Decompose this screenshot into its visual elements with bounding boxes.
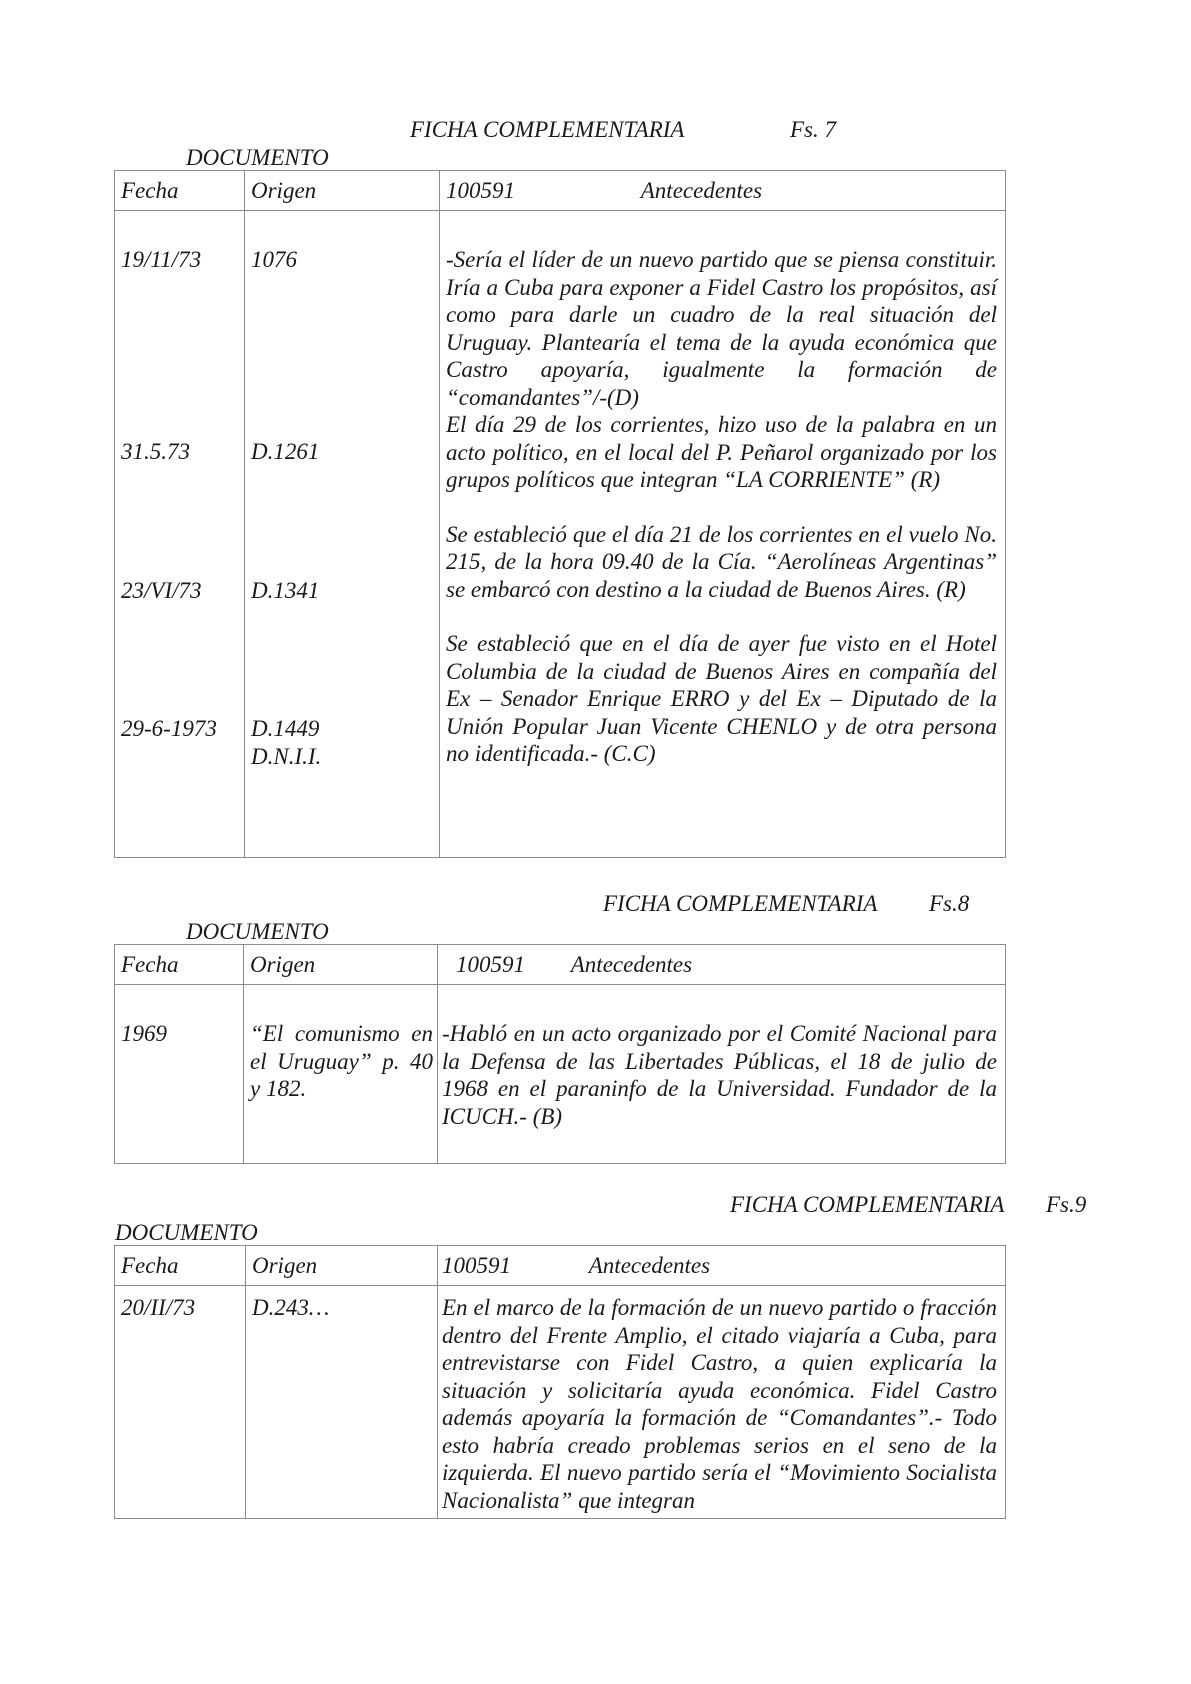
header-origen: Origen bbox=[246, 1246, 438, 1286]
ficha-2-folio: Fs.8 bbox=[929, 891, 970, 916]
origen-value: D.1449 bbox=[251, 716, 320, 741]
table-header-row bbox=[115, 945, 1006, 985]
antecedentes-label: Antecedentes bbox=[588, 1253, 711, 1278]
antecedentes-label: Antecedentes bbox=[640, 178, 763, 203]
table-row bbox=[115, 211, 1006, 858]
antecedente-text: -Habló en un acto organizado por el Comité Nacional para la Defensa de las Libertades Públicas, el 18 de julio de 1968 en el paraninfo de la Universidad. Fundador de la ICUCH.- (B) bbox=[442, 1021, 997, 1129]
fecha-value: 29-6-1973 bbox=[121, 716, 217, 741]
origen-cell bbox=[245, 211, 440, 858]
antecedentes-cell bbox=[438, 1286, 1006, 1519]
header-fecha: Fecha bbox=[115, 171, 245, 211]
fecha-cell: 1969 bbox=[115, 985, 244, 1164]
header-origen: Origen bbox=[244, 945, 438, 985]
antecedente-text: Se estableció que en el día de ayer fue visto en el Hotel Columbia de la ciudad de Buenos Aires en compañía del Ex – Senador Enrique ERRO y del Ex – Diputado de la Unión Popular Juan Vicente CHENLO y de otra persona no identificada.- (C.C) bbox=[446, 631, 997, 766]
fecha-value: 31.5.73 bbox=[121, 439, 190, 464]
origen-value: “El comunismo en el Uruguay” p. 40 y 182. bbox=[250, 1021, 433, 1101]
ficha-3-title: FICHA COMPLEMENTARIA bbox=[730, 1192, 1005, 1217]
antecedentes-cell bbox=[438, 985, 1006, 1164]
antecedente-text: En el marco de la formación de un nuevo partido o fracción dentro del Frente Amplio, el citado viajaría a Cuba, para entrevistarse con Fidel Castro, a quien explicaría la situación y solicitaría ayuda económica. Fidel Castro además apoyaría la formación de “Comandantes”.- Todo esto habría creado problemas serios en el seno de la izquierda. El nuevo partido sería el “Movimiento Socialista Nacionalista” que integran bbox=[442, 1295, 997, 1513]
ficha-2-table bbox=[114, 944, 1006, 1164]
table-header-row bbox=[115, 1246, 1006, 1286]
antecedente-text: -Sería el líder de un nuevo partido que se piensa constituir. Iría a Cuba para exponer a Fidel Castro los propósitos, así como para darle un cuadro de la real situación del Uruguay. Plantearía el tema de la ayuda económica que Castro apoyaría, igualmente la formación de “comandantes”/-(D) bbox=[446, 247, 997, 410]
header-antecedentes bbox=[438, 945, 1006, 985]
ficha-1-title: FICHA COMPLEMENTARIA bbox=[410, 117, 685, 142]
antecedentes-cell bbox=[440, 211, 1006, 858]
ficha-1-documento-label: DOCUMENTO bbox=[186, 145, 329, 170]
ficha-1-table bbox=[114, 170, 1006, 858]
table-row bbox=[115, 985, 1006, 1164]
ficha-3-documento-label: DOCUMENTO bbox=[115, 1220, 258, 1245]
expediente-number: 100591 bbox=[456, 952, 525, 977]
origen-value: D.1261 bbox=[251, 439, 320, 464]
fecha-value: 23/VI/73 bbox=[121, 578, 202, 603]
ficha-2-documento-label: DOCUMENTO bbox=[186, 919, 329, 944]
fecha-cell bbox=[115, 211, 245, 858]
origen-value: 1076 bbox=[251, 247, 297, 272]
origen-cell: D.243… bbox=[246, 1286, 438, 1519]
expediente-number: 100591 bbox=[446, 178, 515, 203]
antecedente-text: Se estableció que el día 21 de los corrientes en el vuelo No. 215, de la hora 09.40 de la Cía. “Aerolíneas Argentinas” se embarcó con destino a la ciudad de Buenos Aires. (R) bbox=[446, 521, 997, 602]
origen-cell bbox=[244, 985, 438, 1164]
header-antecedentes bbox=[440, 171, 1006, 211]
ficha-3-folio: Fs.9 bbox=[1046, 1192, 1087, 1217]
ficha-1-folio: Fs. 7 bbox=[790, 117, 836, 142]
fecha-cell: 20/II/73 bbox=[115, 1286, 246, 1519]
table-header-row bbox=[115, 171, 1006, 211]
ficha-2-title: FICHA COMPLEMENTARIA bbox=[603, 891, 878, 916]
table-row bbox=[115, 1286, 1006, 1519]
antecedente-text: El día 29 de los corrientes, hizo uso de la palabra en un acto político, en el local del P. Peñarol organizado por los grupos políticos que integran “LA CORRIENTE” (R) bbox=[446, 412, 997, 492]
header-antecedentes bbox=[438, 1246, 1006, 1286]
ficha-3-table bbox=[114, 1245, 1006, 1519]
header-fecha: Fecha bbox=[115, 1246, 246, 1286]
expediente-number: 100591 bbox=[442, 1253, 511, 1278]
header-fecha: Fecha bbox=[115, 945, 244, 985]
origen-value: D.1341 bbox=[251, 578, 320, 603]
origen-value: D.N.I.I. bbox=[251, 744, 322, 769]
antecedentes-label: Antecedentes bbox=[570, 952, 693, 977]
header-origen: Origen bbox=[245, 171, 440, 211]
fecha-value: 19/11/73 bbox=[121, 247, 202, 272]
